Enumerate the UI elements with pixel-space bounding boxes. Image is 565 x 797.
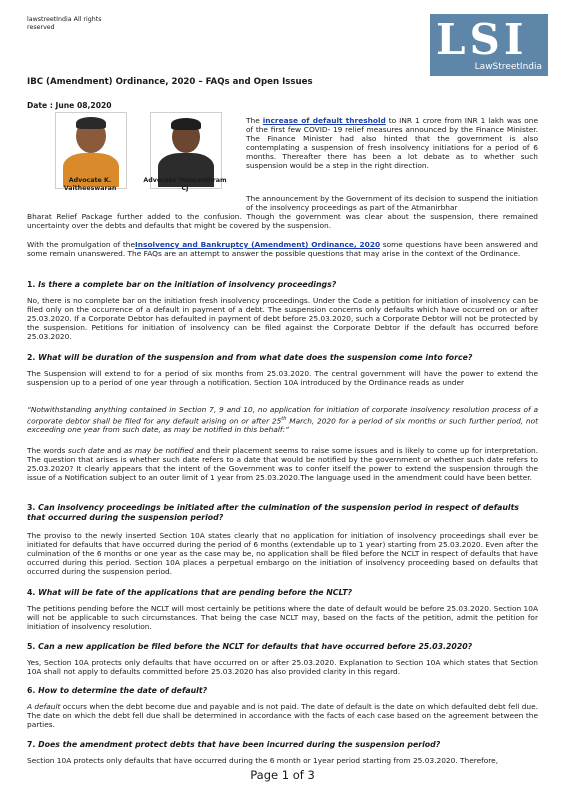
section-10a-quote: “Notwithstanding anything contained in Section 7, 9 and 10, no application for initiation of corporate insolvency resolution process of a corporate debtor shall be filed for any default arising on or after 25th March, 2020 for a period of six months or such further period, not exceeding one year from such date, as may be notified in this behalf:” <box>27 405 538 435</box>
faq-7-answer: Section 10A protects only defaults that have occurred during the 6 month or 1year period starting from 25.03.2020. Therefore, <box>27 756 499 765</box>
faq-6-question: 6. How to determine the date of default? <box>27 686 208 695</box>
page-number: Page 1 of 3 <box>250 768 315 782</box>
faq-3-question: 3. Can insolvency proceedings be initiated after the culmination of the suspension period in respect of defaults that occurred during the suspension period? <box>27 503 519 522</box>
logo-letters: LSI <box>436 15 528 64</box>
intro-paragraph-2a: The announcement by the Government of its decision to suspend the initiation of the insolvency proceedings as part of the Atmanirbhar <box>246 194 538 212</box>
default-threshold-link[interactable]: increase of default threshold <box>262 116 386 125</box>
copyright-notice: lawstreetIndia All rights reserved <box>27 16 102 31</box>
faq-2-answer: The Suspension will extend to for a period of six months from 25.03.2020. The central government will have the power to extend the suspension up to a period of one year through a notification. Section 10A introduced by the Ordinance reads as under <box>27 369 538 387</box>
faq-4-question: 4. What will be fate of the applications that are pending before the NCLT? <box>27 588 353 597</box>
intro-paragraph-2b: Bharat Relief Package further added to the confusion. Though the government was clear about the suspension, there remained uncertainty over the debts and defaults that might be covered by the suspension. <box>27 212 538 230</box>
logo-name: LawStreetIndia <box>474 62 542 72</box>
author-name-1: Advocate K. Vaitheeswaran <box>63 177 117 192</box>
faq-5-answer: Yes, Section 10A protects only defaults that have occurred on or after 25.03.2020. Explanation to Section 10A which states that Section 10A shall not apply to defaults committed before 25.03.2020 has also provided clarity in this regard. <box>27 658 538 676</box>
faq-2-discussion: The words such date and as may be notified and their placement seems to raise some issues and is likely to come up for interpretation. The question that arises is whether such date refers to a date that would be notified by the government or whether such date refers to 25.03.2020? It clearly appears that the intent of the Government was to confer itself the power to extend the suspension through the issue of a Notification subject to an outer limit of 1 year from 25.03.2020.The language used in the amendment could have been better. <box>27 446 539 482</box>
document-title: IBC (Amendment) Ordinance, 2020 – FAQs and Open Issues <box>27 77 313 87</box>
lawstreetindia-logo <box>430 14 548 76</box>
faq-5-question: 5. Can a new application be filed before the NCLT for defaults that have occurred before 25.03.2020? <box>27 642 473 651</box>
ordinance-link[interactable]: Insolvency and Bankruptcy (Amendment) Ordinance, 2020 <box>135 240 381 249</box>
intro-paragraph-1: The increase of default threshold to INR 1 crore from INR 1 lakh was one of the first few COVID- 19 relief measures announced by the Finance Minister. The Finance Minister had also hinted that the government is also contemplating a suspension of fresh insolvency initiations for a period of 6 months. Thereafter there has been a lot debate as to whether such suspension would be a step in the right direction. <box>246 116 538 170</box>
document-date: Date : June 08,2020 <box>27 101 112 110</box>
faq-4-answer: The petitions pending before the NCLT will most certainly be petitions where the date of default would be before 25.03.2020. Section 10A will not be applicable to such circumstances. That being the case NCLT may, based on the facts of the petition, admit the petition for initiation of insolvency resolution. <box>27 604 538 631</box>
faq-2-question: 2. What will be duration of the suspension and from what date does the suspension come into force? <box>27 353 473 362</box>
author-name-2: Advocate Yeswanthram CJ <box>143 177 227 192</box>
faq-6-answer: A default occurs when the debt become due and payable and is not paid. The date of default is the date on which defaulted debt fell due. The date on which the debt fell due shall be determined in accordance with the facts of each case based on the agreement between the parties. <box>27 702 538 729</box>
faq-1-answer: No, there is no complete bar on the initiation fresh insolvency proceedings. Under the Code a petition for initiation of insolvency can be filed only on the occurrence of a default in payment of a debt. The suspension concerns only defaults which have occurred on or after 25.03.2020. If a Corporate Debtor has defaulted in payment of debt before 25.03.2020, such a Corporate Debtor will not be protected by the suspension. Petitions for initiation of insolvency can be filed against the Corporate Debtor if the default has occurred before 25.03.2020. <box>27 296 538 341</box>
faq-3-answer: The proviso to the newly inserted Section 10A states clearly that no application for initiation of insolvency proceedings shall ever be initiated for defaults that have occurred during the period of 6 months (extendable up to 1 year) starting from 25.03.2020. Even after the culmination of the 6 months or one year as the case may be, no application shall be filed before the NCLT in respect of defaults that have occurred during this period. Section 10A places a perpetual embargo on the initiation of insolvency proceeding based on defaults that occurred during the suspension period. <box>27 531 538 576</box>
intro-paragraph-3: With the promulgation of theInsolvency and Bankruptcy (Amendment) Ordinance, 2020 some questions have been answered and some remain unanswered. The FAQs are an attempt to answer the possible questions that may arise in the context of the Ordinance. <box>27 240 538 258</box>
faq-7-question: 7. Does the amendment protect debts that have been incurred during the suspension period? <box>27 740 441 749</box>
faq-1-question: 1. Is there a complete bar on the initiation of insolvency proceedings? <box>27 280 337 289</box>
